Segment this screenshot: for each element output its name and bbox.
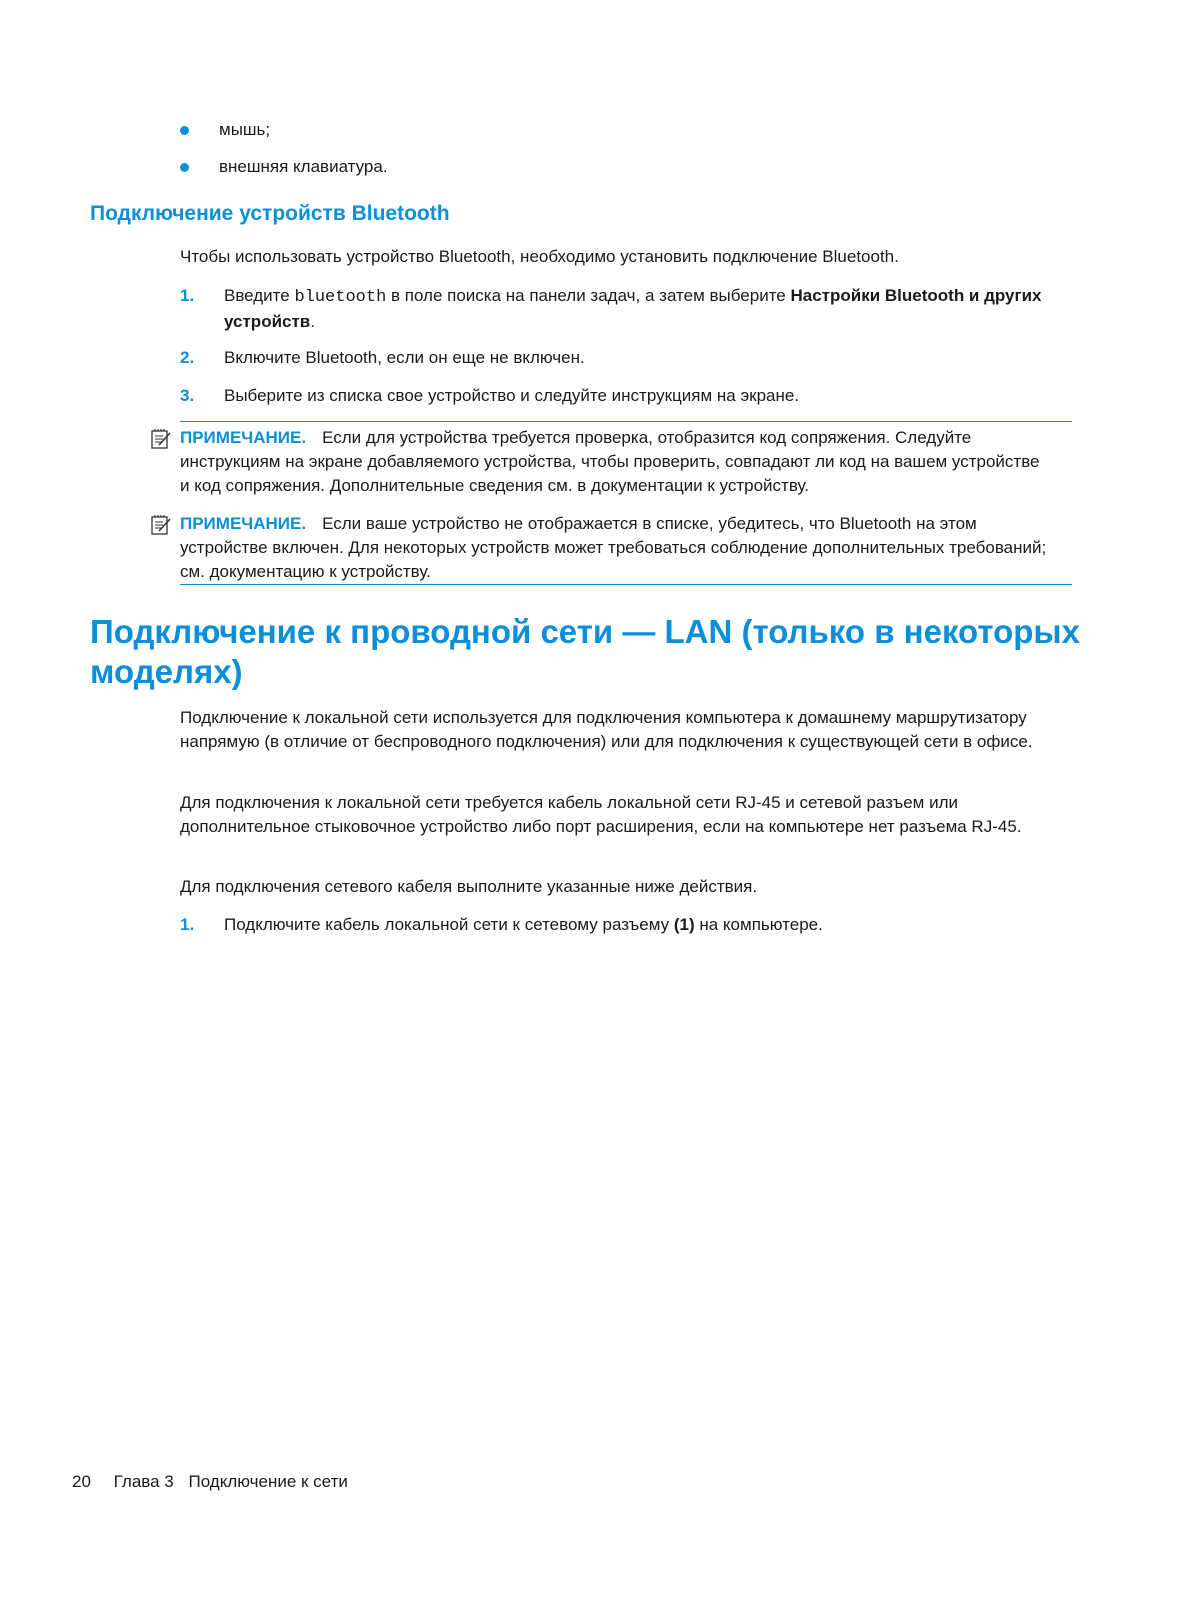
step-item	[180, 384, 1060, 408]
bullet-icon	[180, 126, 189, 135]
step-number: 2.	[180, 348, 195, 367]
step-number: 1.	[180, 915, 195, 934]
note-box	[150, 426, 1050, 498]
step-item	[180, 346, 1060, 370]
list-item	[180, 157, 388, 177]
settings-reference: Настройки Bluetooth и других устройств	[224, 286, 1042, 331]
lan-paragraph: Для подключения сетевого кабеля выполните указанные ниже действия.	[180, 877, 758, 896]
section-heading-lan: Подключение к проводной сети — LAN (только в некоторых моделях)	[90, 613, 1080, 690]
chapter-label: Глава 3	[113, 1472, 174, 1491]
step-number: 1.	[180, 286, 195, 305]
step-text: Введите bluetooth в поле поиска на панели задач, а затем выберите Настройки Bluetooth и других устройств.	[224, 286, 1042, 331]
note-label: ПРИМЕЧАНИЕ.	[180, 428, 307, 447]
lan-paragraph: Подключение к локальной сети используется для подключения компьютера к домашнему маршрутизатору напрямую (в отличие от беспроводного подключения) или для подключения к существующей сети в офисе.	[180, 708, 1033, 751]
step-text: Включите Bluetooth, если он еще не включен.	[224, 348, 585, 367]
bullet-text: мышь;	[219, 120, 271, 139]
step-text: Выберите из списка свое устройство и следуйте инструкциям на экране.	[224, 386, 800, 405]
list-item	[180, 120, 270, 140]
lan-paragraph: Для подключения к локальной сети требуется кабель локальной сети RJ-45 и сетевой разъем или дополнительное стыковочное устройство либо порт расширения, если на компьютере нет разъема RJ-45.	[180, 793, 1022, 836]
bullet-icon	[180, 163, 189, 172]
code-bluetooth: bluetooth	[294, 288, 387, 307]
step-number: 3.	[180, 386, 195, 405]
note-text: Если ваше устройство не отображается в списке, убедитесь, что Bluetooth на этом устройстве включен. Для некоторых устройств может требоваться соблюдение дополнительных требований; см. документацию к устройству.	[180, 514, 1047, 581]
bullet-text: внешняя клавиатура.	[219, 157, 388, 176]
page-number: 20	[72, 1472, 91, 1491]
note-divider-top	[180, 421, 1072, 422]
section-heading-bluetooth: Подключение устройств Bluetooth	[90, 202, 450, 225]
chapter-title: Подключение к сети	[188, 1472, 348, 1491]
note-text: Если для устройства требуется проверка, отобразится код сопряжения. Следуйте инструкциям на экране добавляемого устройства, чтобы проверить, совпадают ли код на вашем устройстве и код сопряжения. Дополнительные сведения см. в документации к устройству.	[180, 428, 1040, 495]
step-text: Подключите кабель локальной сети к сетевому разъему (1) на компьютере.	[224, 915, 823, 934]
step-item	[180, 284, 1060, 334]
connector-callout: (1)	[673, 915, 695, 934]
note-pad-icon	[150, 428, 172, 450]
note-label: ПРИМЕЧАНИЕ.	[180, 514, 307, 533]
note-divider-bottom	[180, 584, 1072, 585]
note-pad-icon	[150, 514, 172, 536]
bluetooth-intro: Чтобы использовать устройство Bluetooth, необходимо установить подключение Bluetooth.	[180, 247, 899, 266]
note-box	[150, 512, 1050, 584]
page-footer	[72, 1472, 366, 1492]
step-item	[180, 913, 1060, 937]
